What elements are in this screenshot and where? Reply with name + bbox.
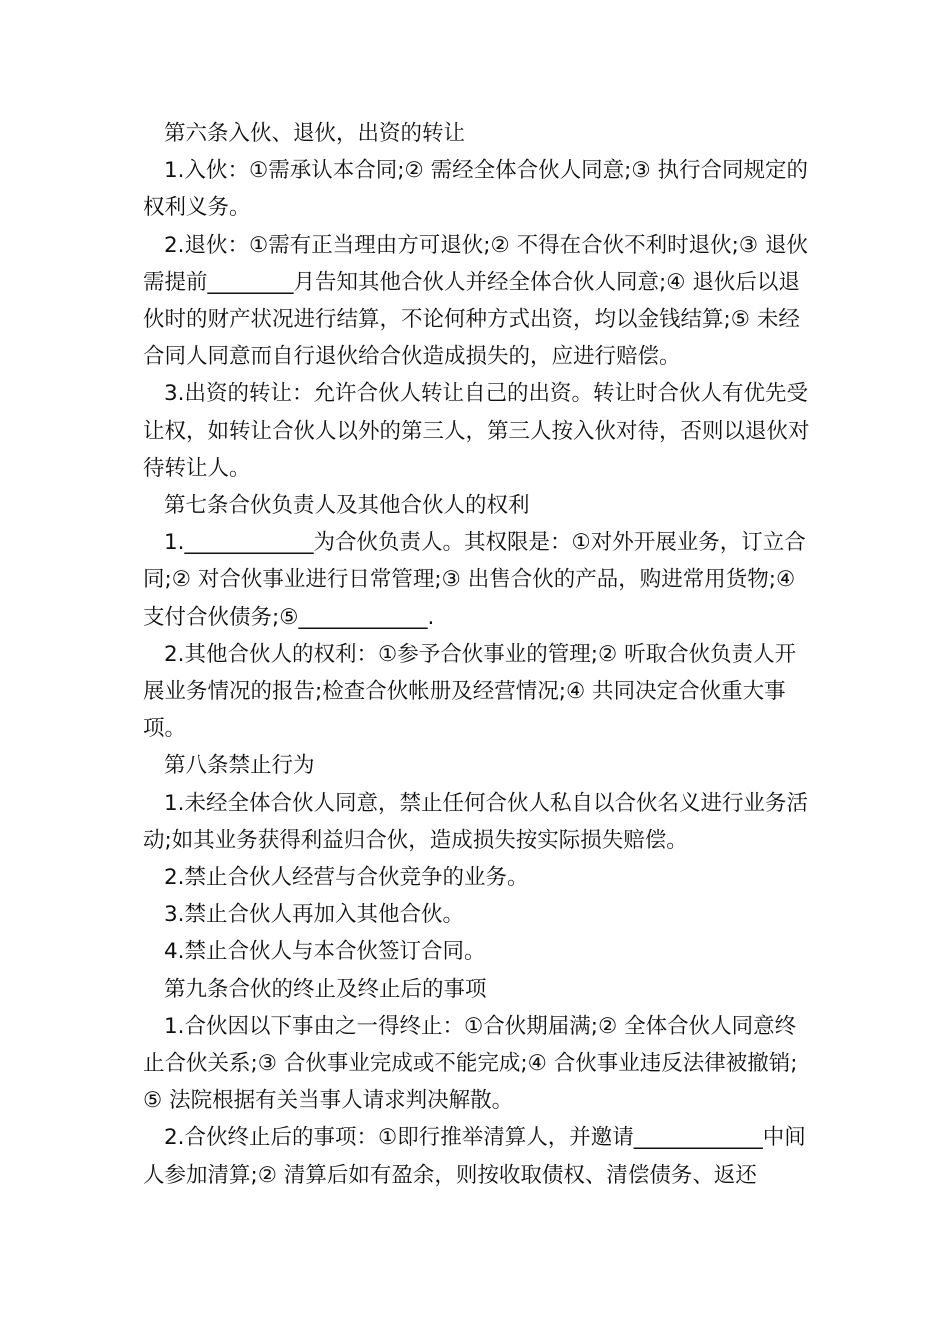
- article-8-clause-3: 3.禁止合伙人再加入其他合伙。: [164, 902, 465, 928]
- article-6-clause-1: 1.入伙：①需承认本合同;② 需经全体合伙人同意;③ 执行合同规定的权利义务。: [143, 158, 808, 221]
- article-8-clause-1: 1.未经全体合伙人同意，禁止任何合伙人私自以合伙名义进行业务活动;如其业务获得利益归合伙，造成损失按实际损失赔偿。: [143, 790, 809, 853]
- article-9-clause-2: 2.合伙终止后的事项：①即行推举清算人，并邀请____________中间人参加清算;② 清算后如有盈余，则按收取债权、清偿债务、返还: [143, 1125, 806, 1188]
- article-7-clause-1: 1.____________为合伙负责人。其权限是：①对外开展业务，订立合同;② 对合伙事业进行日常管理;③ 出售合伙的产品，购进常用货物;④ 支付合伙债务;⑤____________.: [143, 530, 806, 630]
- article-9-heading: 第九条合伙的终止及终止后的事项: [164, 976, 487, 1002]
- document-body: [143, 115, 811, 1194]
- article-6-heading: 第六条入伙、退伙，出资的转让: [164, 121, 466, 146]
- article-8-clause-4: 4.禁止合伙人与本合伙签订合同。: [164, 939, 486, 965]
- article-7-clause-2: 2.其他合伙人的权利：①参予合伙事业的管理;② 听取合伙负责人开展业务情况的报告;检查合伙帐册及经营情况;④ 共同决定合伙重大事项。: [143, 641, 797, 742]
- article-8-heading: 第八条禁止行为: [164, 753, 315, 779]
- article-8-clause-2: 2.禁止合伙人经营与合伙竞争的业务。: [164, 865, 529, 891]
- article-7-heading: 第七条合伙负责人及其他合伙人的权利: [164, 493, 530, 519]
- article-9-clause-1: 1.合伙因以下事由之一得终止：①合伙期届满;② 全体合伙人同意终止合伙关系;③ 合伙事业完成或不能完成;④ 合伙事业违反法律被撤销;⑤ 法院根据有关当事人请求判决解散。: [143, 1013, 798, 1114]
- article-6-clause-3: 3.出资的转让：允许合伙人转让自己的出资。转让时合伙人有优先受让权，如转让合伙人以外的第三人，第三人按入伙对待，否则以退伙对待转让人。: [143, 381, 810, 481]
- article-6-clause-2: 2.退伙：①需有正当理由方可退伙;② 不得在合伙不利时退伙;③ 退伙需提前________月告知其他合伙人并经全体合伙人同意;④ 退伙后以退伙时的财产状况进行结算，不论何种方式出资，均以金钱结算;⑤ 未经合同人同意而自行退伙给合伙造成损失的，应进行赔偿。: [143, 232, 808, 370]
